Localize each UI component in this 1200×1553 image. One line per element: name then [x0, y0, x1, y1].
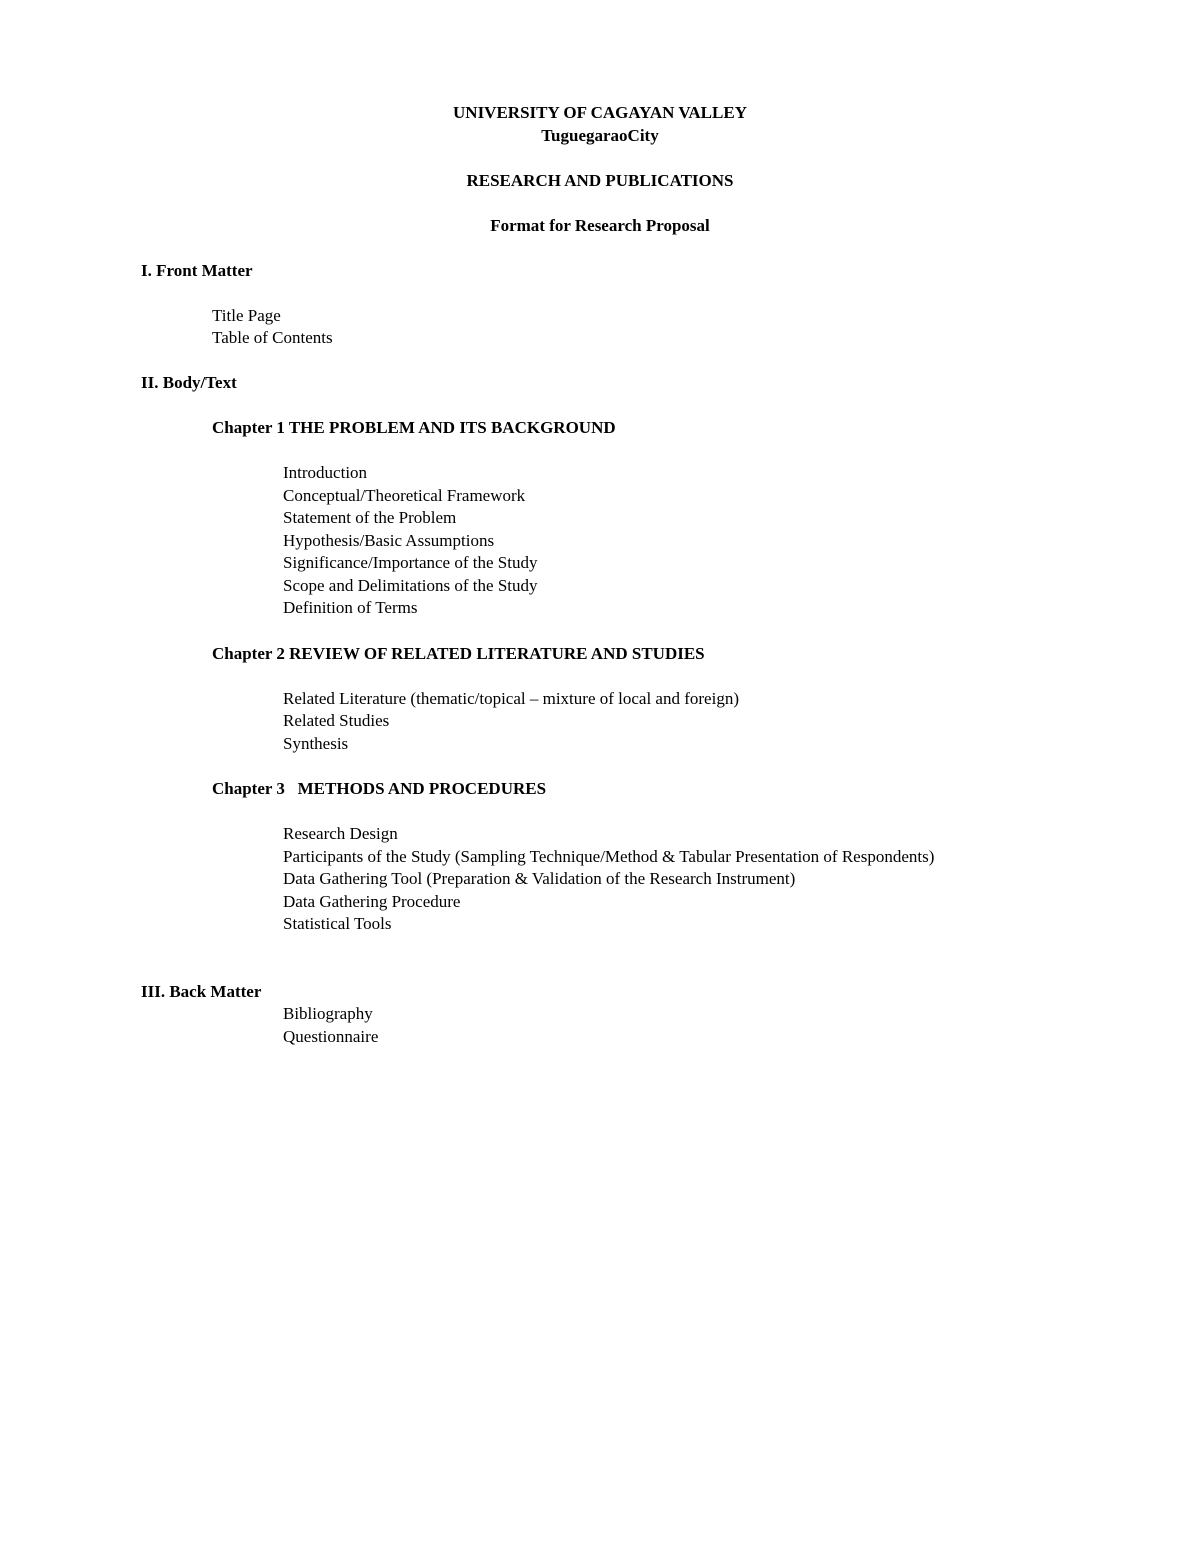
back-matter-heading: III. Back Matter [141, 982, 262, 1001]
front-matter-item: Title Page [212, 306, 281, 325]
chapter-1-item: Conceptual/Theoretical Framework [283, 486, 526, 505]
chapter-1-item: Statement of the Problem [283, 508, 457, 527]
office-name: RESEARCH AND PUBLICATIONS [466, 171, 734, 190]
city-name: TuguegaraoCity [541, 126, 659, 145]
front-matter-heading: I. Front Matter [141, 261, 253, 280]
chapter-2-item: Synthesis [283, 734, 349, 753]
chapter-1-item: Definition of Terms [283, 598, 418, 617]
chapter-3-item: Research Design [283, 824, 398, 843]
chapter-3-item: Statistical Tools [283, 914, 392, 933]
document-title: Format for Research Proposal [490, 216, 710, 235]
back-matter-item: Bibliography [283, 1004, 373, 1023]
chapter-2-item: Related Studies [283, 711, 390, 730]
chapter-2-title: Chapter 2 REVIEW OF RELATED LITERATURE AND STUDIES [212, 644, 705, 663]
chapter-3-item: Data Gathering Procedure [283, 892, 461, 911]
chapter-3-item: Participants of the Study (Sampling Technique/Method & Tabular Presentation of Respondents) [283, 847, 935, 866]
chapter-3-item: Data Gathering Tool (Preparation & Validation of the Research Instrument) [283, 869, 796, 888]
back-matter-item: Questionnaire [283, 1027, 379, 1046]
chapter-1-title: Chapter 1 THE PROBLEM AND ITS BACKGROUND [212, 418, 616, 437]
front-matter-item: Table of Contents [212, 328, 333, 347]
chapter-1-item: Scope and Delimitations of the Study [283, 576, 538, 595]
chapter-1-item: Significance/Importance of the Study [283, 553, 538, 572]
chapter-2-item: Related Literature (thematic/topical – mixture of local and foreign) [283, 689, 739, 708]
body-text-heading: II. Body/Text [141, 373, 237, 392]
university-name: UNIVERSITY OF CAGAYAN VALLEY [453, 103, 747, 122]
chapter-1-item: Introduction [283, 463, 368, 482]
chapter-1-item: Hypothesis/Basic Assumptions [283, 531, 495, 550]
chapter-3-title: Chapter 3 METHODS AND PROCEDURES [212, 779, 547, 798]
